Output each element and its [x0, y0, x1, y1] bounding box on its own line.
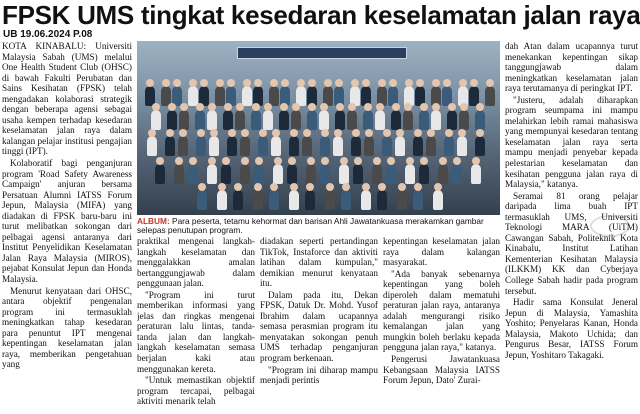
photo-person — [167, 110, 177, 130]
paragraph: Hadir sama Konsulat Jeneral Jepun di Malaysia, Yamashita Yoshito; Penyelaras Kanan, Honda Malaysia, Makoto Uchida; dan Pengurus Besar, IATSS Forum Jepun, Yoshitaro Takagaki. — [505, 297, 638, 360]
photo-person-head — [439, 157, 447, 165]
photo-person — [339, 164, 349, 184]
photo-person — [319, 110, 329, 130]
photo-person-head — [459, 79, 467, 87]
photo-person-head — [270, 183, 278, 191]
photo-person-head — [281, 79, 289, 87]
photo-person-head — [189, 79, 197, 87]
photo-person — [353, 164, 363, 184]
photo-person-head — [453, 157, 461, 165]
photo-person-head — [354, 157, 362, 165]
photo-person — [431, 110, 441, 130]
photo-person-head — [389, 79, 397, 87]
photo-person-head — [254, 79, 262, 87]
photo-person — [471, 164, 481, 184]
photo-person-head — [175, 157, 183, 165]
photo-person — [291, 110, 301, 130]
photo-person — [258, 136, 268, 156]
photo-person-head — [197, 129, 205, 137]
photo-person — [287, 164, 297, 184]
article-column-4 — [383, 236, 500, 414]
paragraph: Menurut kenyataan dari OHSC, antara objektif pengenalan program ini termasuklah meningkatkan tahap kesedaran para penuntut IPT mengenai kepentingan keselamatan jalan raya, memberikan pengetahuan yang — [2, 285, 132, 370]
photo-person-head — [208, 103, 216, 111]
photo-person — [426, 136, 436, 156]
photo-person-head — [252, 103, 260, 111]
photo-person-head — [476, 129, 484, 137]
photo-person-head — [445, 129, 453, 137]
photo-person-head — [326, 183, 334, 191]
photo-person — [325, 190, 335, 210]
photo-person-head — [308, 103, 316, 111]
photo-person — [307, 110, 317, 130]
photo-person — [363, 110, 373, 130]
photo-person-head — [383, 129, 391, 137]
photo-person-head — [472, 157, 480, 165]
photo-person-head — [200, 79, 208, 87]
photo-person-head — [351, 79, 359, 87]
photo-person-head — [414, 183, 422, 191]
paragraph: kepentingan keselamatan jalan raya dalam kalangan masyarakat. — [383, 236, 500, 268]
photo-person — [361, 190, 371, 210]
photo-person-head — [210, 129, 218, 137]
photo-person-head — [476, 103, 484, 111]
photo-person — [196, 136, 206, 156]
photo-person — [209, 136, 219, 156]
paragraph: "Program ini diharap mampu menjadi perintis — [260, 364, 378, 386]
photo-person-head — [364, 103, 372, 111]
photo-person-head — [216, 79, 224, 87]
photo-person-head — [227, 79, 235, 87]
photo-person-head — [320, 103, 328, 111]
photo-person-head — [274, 157, 282, 165]
photo-person-head — [365, 129, 373, 137]
photo-person — [459, 110, 469, 130]
dateline: UB 19.06.2024 P.08 — [3, 29, 93, 40]
photo-person-head — [324, 79, 332, 87]
article-column-3 — [260, 236, 378, 414]
photo-person-head — [434, 183, 442, 191]
photo-person-head — [486, 79, 494, 87]
photo-person-head — [228, 129, 236, 137]
photo-person-head — [321, 129, 329, 137]
photo-person-head — [334, 129, 342, 137]
article-column-5 — [505, 41, 638, 414]
photo-person-head — [443, 79, 451, 87]
photo-person-head — [335, 79, 343, 87]
photo-person — [269, 190, 279, 210]
photo-person-head — [168, 103, 176, 111]
photo-person — [419, 110, 429, 130]
photo-person — [475, 136, 485, 156]
photo-person-head — [146, 79, 154, 87]
photo-person-head — [241, 129, 249, 137]
photo-person-head — [259, 129, 267, 137]
paragraph: Seramai 81 orang pelajar daripada lima buah IPT termasuklah UMS, Universiti Teknologi MARA (UiTM) Cawangan Sabah, Politeknik Kota Kinabalu, Institut Latihan Kementerian Kesihatan Malaysia (ILKKM) KK dan Cyberjaya College Sabah hadir pada program tersebut. — [505, 190, 638, 296]
photo-person-head — [420, 157, 428, 165]
photo-person-head — [460, 103, 468, 111]
photo-person — [433, 190, 443, 210]
photo-person-head — [198, 183, 206, 191]
photo-person — [273, 164, 283, 184]
photo-person — [320, 136, 330, 156]
photo-person-head — [179, 129, 187, 137]
photo-person-head — [307, 157, 315, 165]
photo-person — [438, 164, 448, 184]
photo-person — [197, 190, 207, 210]
photo-person-head — [241, 157, 249, 165]
photo-person — [413, 136, 423, 156]
photo-person — [240, 136, 250, 156]
paragraph: diadakan seperti pertandingan TikTok, Instaforce dan aktiviti latihan dalam kumpulan," demikian menurut kenyataan itu. — [260, 236, 378, 289]
photo-person — [341, 190, 351, 210]
photo-person-head — [156, 157, 164, 165]
photo-person-head — [224, 103, 232, 111]
photo-person-head — [432, 103, 440, 111]
photo-person — [242, 86, 252, 106]
photo-person-head — [378, 183, 386, 191]
photo-person-head — [292, 103, 300, 111]
photo-person — [397, 190, 407, 210]
photo-person-head — [405, 79, 413, 87]
photo-person — [413, 190, 423, 210]
photo-person-head — [272, 129, 280, 137]
photo-person-head — [255, 157, 263, 165]
photo-person-head — [308, 79, 316, 87]
photo-person — [271, 136, 281, 156]
photo-person-head — [448, 103, 456, 111]
paragraph: "Ada banyak sebenarnya kepentingan yang boleh diperoleh dalam mematuhi peraturan jalan raya, antaranya adalah mengurangi risiko kemalangan jalan yang mungkin boleh berlaku kepada pengguna jalan raya," katanya. — [383, 268, 500, 353]
photo-person-head — [180, 103, 188, 111]
event-group-photo — [137, 41, 500, 215]
photo-person-head — [404, 103, 412, 111]
photo-person-head — [387, 157, 395, 165]
photo-person — [240, 164, 250, 184]
photo-person — [263, 110, 273, 130]
photo-person-head — [264, 103, 272, 111]
photo-person-head — [378, 79, 386, 87]
photo-person — [207, 110, 217, 130]
photo-person-head — [458, 129, 466, 137]
photo-person — [333, 136, 343, 156]
photo-person — [395, 136, 405, 156]
photo-person-head — [218, 183, 226, 191]
paragraph: Dalam pada itu, Dekan FPSK, Datuk Dr. Mohd. Yusof Ibrahim dalam ucapannya semasa perasmian program itu menyatakan sokongan penuh UMS terhadap penganjuran program berkenaan. — [260, 289, 378, 364]
photo-person — [403, 110, 413, 130]
photo-person-head — [196, 103, 204, 111]
photo-person — [419, 164, 429, 184]
photo-person — [405, 164, 415, 184]
photo-person-head — [340, 157, 348, 165]
photo-person — [289, 136, 299, 156]
photo-person-head — [270, 79, 278, 87]
photo-person — [155, 164, 165, 184]
photo-person — [372, 164, 382, 184]
photo-person-head — [288, 157, 296, 165]
photo-person-head — [398, 183, 406, 191]
paragraph: Pengerusi Jawatankuasa Kebangsaan Malaysia IATSS Forum Jepun, Dato' Zurai- — [383, 354, 500, 386]
photo-person — [174, 164, 184, 184]
paragraph: praktikal mengenai langkah-langkah keselamatan dan menggalakkan amalan bertanggungjawab dalam penggunaan jalan. — [137, 236, 255, 289]
photo-backdrop-banner — [237, 47, 407, 59]
photo-person — [254, 164, 264, 184]
photo-caption — [137, 217, 500, 235]
photo-person — [335, 110, 345, 130]
photo-person — [302, 136, 312, 156]
photo-person — [221, 164, 231, 184]
photo-person — [447, 110, 457, 130]
photo-person-head — [173, 79, 181, 87]
photo-person-head — [189, 157, 197, 165]
photo-person-head — [396, 129, 404, 137]
paragraph: Kolaboratif bagi penganjuran program 'Road Safety Awareness Campaign' anjuran bersama Persatuan Alumni IATSS Forum Jepun, Malaysia (MIFA) yang diadakan di FPSK baru-baru ini turut melibatkan sokongan dari pelbagai agensi antaranya dari Institut Penyelidikan Keselamatan Jalan Raya Malaysia (MIROS), pejabat Konsulat Jepun dan Honda Malaysia. — [2, 158, 132, 285]
photo-person-head — [321, 157, 329, 165]
photo-person — [289, 190, 299, 210]
photo-person-head — [222, 157, 230, 165]
photo-person-head — [236, 103, 244, 111]
photo-person — [178, 136, 188, 156]
photo-person — [306, 164, 316, 184]
photo-person — [375, 110, 385, 130]
photo-person — [457, 136, 467, 156]
caption-text: Para peserta, tetamu kehormat dan barisan Ahli Jawatankuasa merakamkan gambar selepas penutupan program. — [137, 216, 484, 235]
photo-person-head — [362, 79, 370, 87]
photo-person — [364, 136, 374, 156]
photo-person-head — [348, 103, 356, 111]
photo-person — [251, 110, 261, 130]
paragraph: "Program ini turut memberikan informasi yang jelas dan ringkas mengenai peraturan lalu lintas, tanda-tanda jalan dan langkah-langkah keselamatan semasa berjalan kaki atau menggunakan kereta. — [137, 289, 255, 374]
photo-person-head — [352, 129, 360, 137]
photo-person-head — [376, 103, 384, 111]
photo-person-head — [342, 183, 350, 191]
photo-person — [165, 136, 175, 156]
photo-person — [233, 190, 243, 210]
photo-person-head — [427, 129, 435, 137]
photo-person — [452, 164, 462, 184]
photo-person — [179, 110, 189, 130]
photo-person-head — [416, 79, 424, 87]
photo-person-head — [392, 103, 400, 111]
photo-person-head — [470, 79, 478, 87]
photo-person-head — [234, 183, 242, 191]
paragraph: dah Atan dalam ucapannya turut menekankan kepentingan sikap tanggungjawab dalam meningkatkan keselamatan jalan raya terutamanya di peringkat IPT. — [505, 41, 638, 94]
photo-person — [195, 110, 205, 130]
photo-person — [391, 110, 401, 130]
photo-person — [253, 190, 263, 210]
photo-person — [188, 86, 198, 106]
photo-person-head — [290, 129, 298, 137]
photo-person — [377, 190, 387, 210]
paragraph: "Justeru, adalah diharapkan program seumpama ini mampu melahirkan lebih ramai mahasiswa yang mempunyai kesedaran tentang keselamatan jalan raya serta mampu menjadi penyebar kepada pelestarian keselamatan dan kesihatan pengguna jalan raya di Malaysia," katanya. — [505, 94, 638, 190]
photo-person — [386, 164, 396, 184]
photo-person — [444, 136, 454, 156]
photo-person-head — [306, 183, 314, 191]
photo-person — [485, 86, 495, 106]
photo-person-head — [420, 103, 428, 111]
headline: FPSK UMS tingkat kesedaran keselamatan jalan raya — [2, 0, 640, 30]
photo-person-head — [254, 183, 262, 191]
photo-person-head — [152, 103, 160, 111]
paragraph: KOTA KINABALU: Universiti Malaysia Sabah (UMS) melalui One Health Student Club (OHSC) di bawah Fakulti Perubatan dan Sains Kesihatan (FPSK) telah mengadakan kolaborasi strategik dengan beberapa agensi sebagai usaha kempen terhadap kesedaran keselamatan jalan raya dalam kalangan pelajar institusi pengajian tinggi (IPT). — [2, 41, 132, 157]
photo-person-head — [432, 79, 440, 87]
photo-person-head — [336, 103, 344, 111]
photo-person-head — [290, 183, 298, 191]
photo-person-head — [414, 129, 422, 137]
photo-person-head — [362, 183, 370, 191]
photo-person-head — [166, 129, 174, 137]
photo-person — [305, 190, 315, 210]
photo-person-head — [243, 79, 251, 87]
photo-person-head — [208, 157, 216, 165]
photo-person — [351, 136, 361, 156]
photo-person — [279, 110, 289, 130]
photo-person — [235, 110, 245, 130]
article-column-2 — [137, 236, 255, 414]
photo-person-head — [303, 129, 311, 137]
photo-person-head — [280, 103, 288, 111]
photo-person — [207, 164, 217, 184]
photo-person — [382, 136, 392, 156]
paragraph: "Untuk memastikan objektif program tercapai, pelbagai aktiviti menarik telah — [137, 375, 255, 407]
photo-person-head — [297, 79, 305, 87]
photo-person — [227, 136, 237, 156]
photo-person — [223, 110, 233, 130]
photo-person — [151, 110, 161, 130]
photo-person — [188, 164, 198, 184]
caption-tag: ALBUM: — [137, 216, 170, 226]
photo-person — [147, 136, 157, 156]
photo-person-head — [148, 129, 156, 137]
photo-person — [475, 110, 485, 130]
photo-person-head — [162, 79, 170, 87]
photo-person — [215, 86, 225, 106]
photo-person — [217, 190, 227, 210]
photo-person-head — [373, 157, 381, 165]
photo-person — [320, 164, 330, 184]
article-column-1 — [2, 41, 132, 414]
photo-person-head — [406, 157, 414, 165]
photo-person — [347, 110, 357, 130]
